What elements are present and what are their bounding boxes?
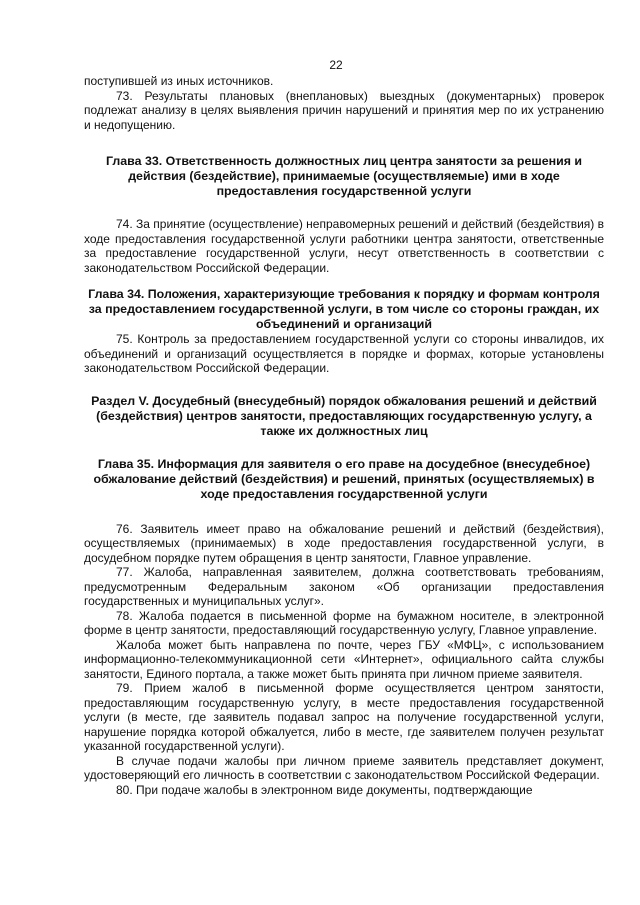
- paragraph-77: 77. Жалоба, направленная заявителем, должна соответствовать требованиям, предусмотренным Федеральным законом «Об организации предоставления государственных и муниципальных услуг».: [84, 565, 604, 608]
- paragraph-continuation: поступившей из иных источников.: [84, 74, 274, 88]
- paragraph-73: 73. Результаты плановых (внеплановых) выездных (документарных) проверок подлежат анализу в целях выявления причин нарушений и принятия мер по их устранению и недопущению.: [84, 88, 604, 132]
- paragraph-74: 74. За принятие (осуществление) неправомерных решений и действий (бездействия) в ходе предоставления государственной услуги работники центра занятости, ответственные за предоставление государственной услуги, несут ответственность в соответствии с законодательством Российской Федерации.: [84, 217, 604, 275]
- document-body: [84, 74, 604, 797]
- chapter-35-heading: Глава 35. Информация для заявителя о его праве на досудебное (внесудебное) обжалование действий (бездействия) и решений, принятых (осуществляемых) в ходе предоставления государственной услуги: [93, 456, 595, 501]
- chapter-34-heading: Глава 34. Положения, характеризующие требования к порядку и формам контроля за предоставлением государственной услуги, в том числе со стороны граждан, их объединений и организаций: [88, 287, 600, 331]
- paragraph-78: 78. Жалоба подается в письменной форме на бумажном носителе, в электронной форме в центр занятости, предоставляющий государственную услугу, Главное управление.: [84, 608, 604, 637]
- paragraph-79: 79. Прием жалоб в письменной форме осуществляется центром занятости, предоставляющим государственную услугу, в месте предоставления государственной услуги (в месте, где заявитель подавал запрос на получение государственной услуги, нарушение порядка которой обжалуется, либо в месте, где заявителем получен результат указанной государственной услуги).: [84, 681, 604, 753]
- paragraph-79-identity: В случае подачи жалобы при личном приеме заявитель представляет документ, удостоверяющий его личность в соответствии с законодательством Российской Федерации.: [84, 753, 604, 782]
- paragraph-76: 76. Заявитель имеет право на обжалование решений и действий (бездействия), осуществляемых (принимаемых) в ходе предоставления государственной услуги, в досудебном порядке путем обращения в центр занятости, Главное управление.: [84, 521, 604, 565]
- section-5-heading: Раздел V. Досудебный (внесудебный) порядок обжалования решений и действий (бездействия) центров занятости, предоставляющих государственную услугу, а также их должностных лиц: [91, 393, 597, 438]
- paragraph-75: 75. Контроль за предоставлением государственной услуги со стороны инвалидов, их объединений и организаций осуществляется в порядке и формах, которые установлены законодательством Российской Федерации.: [84, 332, 604, 375]
- paragraph-80: 80. При подаче жалобы в электронном виде документы, подтверждающие: [116, 782, 533, 797]
- page-number: 22: [329, 58, 343, 72]
- paragraph-78-complaint-channels: Жалоба может быть направлена по почте, через ГБУ «МФЦ», с использованием информационно-телекоммуникационной сети «Интернет», официального сайта службы занятости, Единого портала, а также может быть принята при личном приеме заявителя.: [84, 637, 604, 681]
- chapter-33-heading: Глава 33. Ответственность должностных лиц центра занятости за решения и действия (бездействие), принимаемые (осуществляемые) ими в ходе предоставления государственной услуги: [106, 154, 582, 198]
